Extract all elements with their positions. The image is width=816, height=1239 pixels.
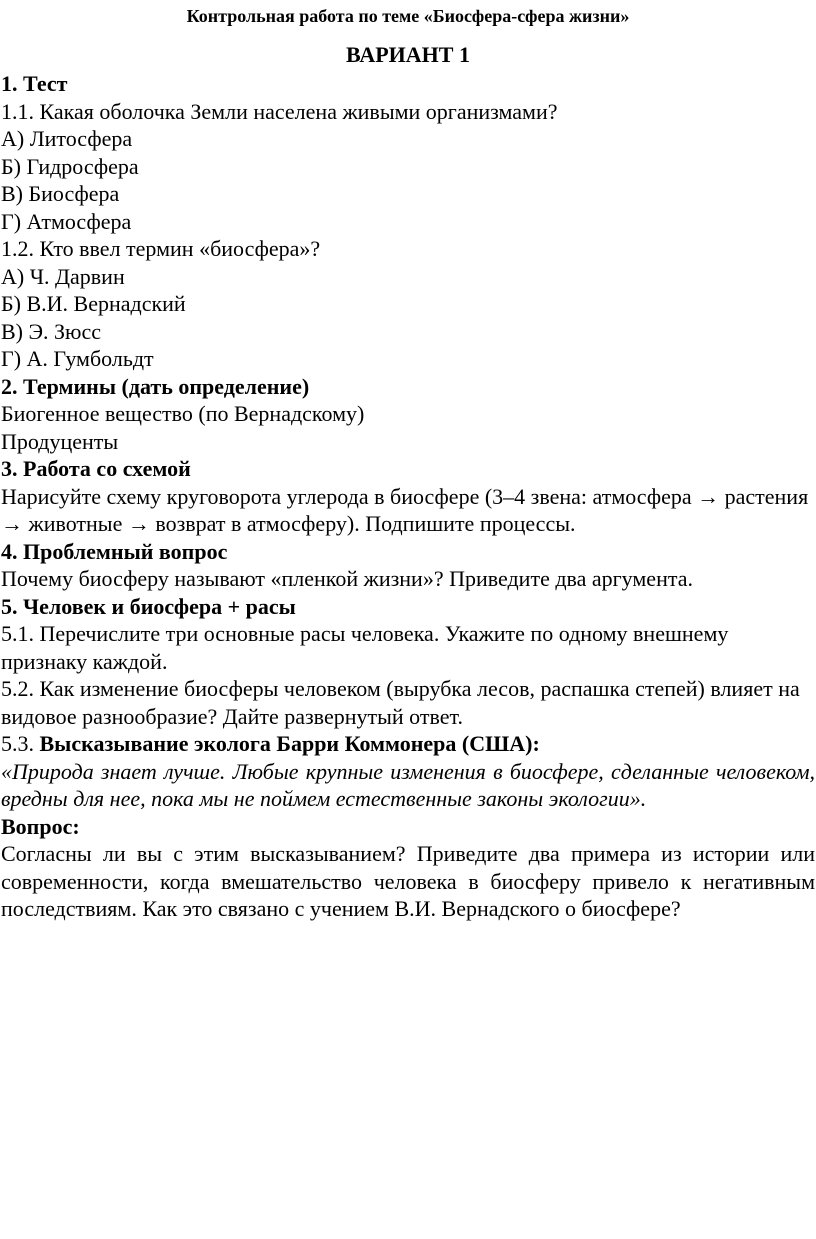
section-1-heading: 1. Тест — [1, 71, 68, 96]
question-5-3 — [1, 730, 815, 758]
section-4-heading: 4. Проблемный вопрос — [1, 538, 228, 564]
variant-heading: ВАРИАНТ 1 — [346, 42, 470, 67]
question-5-3-title: Высказывание эколога Барри Коммонера (США): — [39, 731, 540, 756]
question-label: Вопрос: — [1, 813, 80, 839]
question-1-2: 1.2. Кто ввел термин «биосфера»? — [1, 236, 321, 261]
document-body — [1, 70, 815, 923]
commoner-quote: «Природа знает лучше. Любые крупные изменения в биосфере, сделанные человеком, вредны для нее, пока мы не поймем естественные законы экологии». — [1, 758, 815, 811]
section-5-heading: 5. Человек и биосфера + расы — [1, 593, 296, 619]
question-5-2: 5.2. Как изменение биосферы человеком (вырубка лесов, распашка степей) влияет на видовое разнообразие? Дайте развернутый ответ. — [1, 676, 800, 729]
question-1-1-option-d: Г) Атмосфера — [1, 208, 132, 234]
question-1-2-option-c: В) Э. Зюсс — [1, 318, 102, 344]
term-2: Продуценты — [1, 428, 119, 454]
section-3-task: Нарисуйте схему круговорота углерода в биосфере (3–4 звена: атмосфера → растения → животные → возврат в атмосферу). Подпишите процессы. — [1, 483, 809, 536]
question-1-2-option-d: Г) А. Гумбольдт — [1, 346, 154, 371]
question-1-2-option-a: А) Ч. Дарвин — [1, 263, 125, 289]
question-1-1-option-a: А) Литосфера — [1, 126, 133, 151]
question-5-3-number: 5.3. — [1, 731, 40, 756]
question-text: Согласны ли вы с этим высказыванием? Приведите два примера из истории или современности, когда вмешательство человека в биосферу привело к негативным последствиям. Как это связано с учением В.И. Вернадского о биосфере? — [1, 841, 815, 921]
question-1-1: 1.1. Какая оболочка Земли населена живыми организмами? — [1, 98, 558, 124]
question-1-1-option-b: Б) Гидросфера — [1, 153, 139, 179]
term-1: Биогенное вещество (по Вернадскому) — [1, 401, 365, 426]
section-2-heading: 2. Термины (дать определение) — [1, 373, 310, 399]
question-1-2-option-b: Б) В.И. Вернадский — [1, 291, 186, 316]
section-3-heading: 3. Работа со схемой — [1, 456, 191, 481]
document-title: Контрольная работа по теме «Биосфера-сфера жизни» — [186, 6, 630, 26]
question-1-1-option-c: В) Биосфера — [1, 181, 120, 206]
section-4-task: Почему биосферу называют «пленкой жизни»? Приведите два аргумента. — [1, 566, 693, 591]
question-5-1: 5.1. Перечислите три основные расы человека. Укажите по одному внешнему признаку каждой. — [1, 621, 729, 674]
